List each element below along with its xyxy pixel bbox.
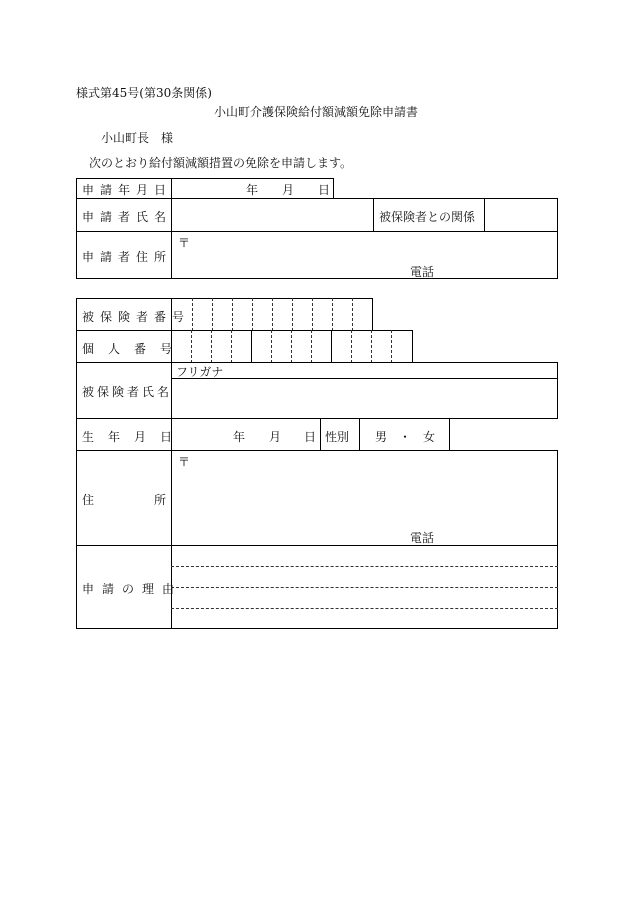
birth-month: 月: [269, 430, 282, 444]
furigana-input[interactable]: [240, 363, 555, 377]
applicant-address-input[interactable]: [190, 235, 550, 275]
reason-label: 申請の理由: [82, 582, 183, 596]
applicant-address-label: 申請者住所: [82, 250, 173, 264]
application-date-month: 月: [282, 183, 295, 197]
application-date-year: 年: [246, 183, 259, 197]
birth-year: 年: [233, 430, 246, 444]
form-number: 様式第45号(第30条関係): [76, 86, 212, 100]
addressee: 小山町長 様: [101, 131, 174, 145]
birth-label: 生年月日: [82, 430, 187, 444]
insured-name-input[interactable]: [174, 381, 555, 416]
reason-input[interactable]: [174, 548, 555, 626]
furigana-label: フリガナ: [176, 365, 224, 379]
application-date-input[interactable]: [180, 180, 330, 197]
birth-date-input[interactable]: [175, 421, 315, 448]
insured-phone-label: 電話: [410, 531, 435, 545]
application-date-label: 申請年月日: [82, 183, 173, 197]
applicant-name-input[interactable]: [174, 201, 370, 229]
applicant-postal-mark: 〒: [178, 236, 191, 250]
applicant-name-label: 申請者氏名: [82, 210, 173, 224]
relation-label: 被保険者との関係: [379, 210, 476, 224]
address-label-left: 住: [82, 493, 95, 507]
sex-options[interactable]: 男 ・ 女: [375, 430, 436, 444]
form-title: 小山町介護保険給付額減額免除申請書: [214, 105, 419, 119]
insured-address-input[interactable]: [190, 455, 550, 541]
insured-number-label: 被保険者番号: [82, 310, 191, 324]
relation-input[interactable]: [487, 201, 555, 229]
personal-number-input[interactable]: [172, 331, 412, 362]
birth-day: 日: [304, 430, 317, 444]
insured-name-label: 被保険者氏名: [82, 385, 173, 399]
application-date-day: 日: [318, 183, 331, 197]
address-label-right: 所: [154, 493, 167, 507]
insured-number-input[interactable]: [172, 299, 372, 330]
sex-label: 性別: [325, 430, 350, 444]
intro-text: 次のとおり給付額減額措置の免除を申請します。: [89, 156, 353, 170]
insured-postal-mark: 〒: [178, 455, 191, 469]
applicant-phone-label: 電話: [410, 265, 435, 279]
personal-number-label: 個人番号: [82, 342, 187, 356]
